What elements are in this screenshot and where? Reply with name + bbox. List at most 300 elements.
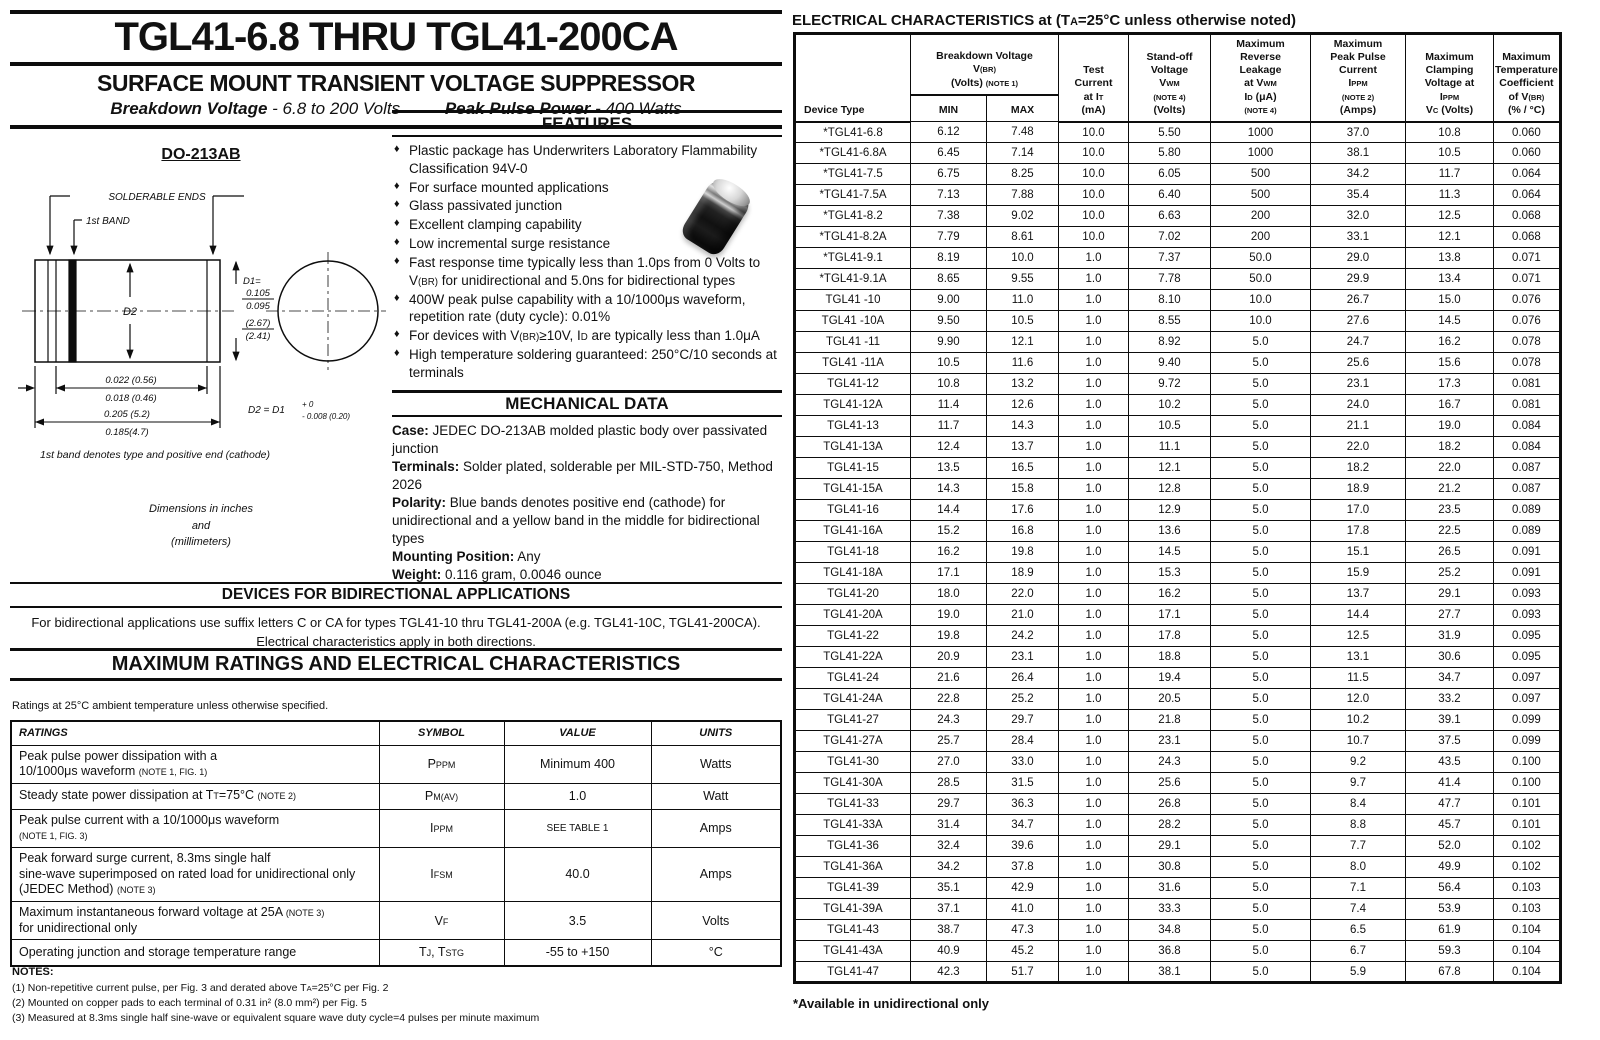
cell: 0.095 [1494,626,1561,647]
cell: 1.0 [1059,395,1129,416]
cell: 5.0 [1211,500,1311,521]
cell: 45.2 [987,941,1059,962]
table-row [795,815,1561,836]
feature-text: Excellent clamping capability [409,217,582,233]
feature-text: 400W peak pulse capability with a 10/1000μs waveform, repetition rate (duty cycle): 0.01% [409,291,746,325]
table-row [795,521,1561,542]
cell: 0.103 [1494,878,1561,899]
cell: 0.104 [1494,941,1561,962]
cell: 0.081 [1494,374,1561,395]
first-band-label: 1st BAND [86,216,130,227]
rule [10,62,782,66]
cell: 0.100 [1494,773,1561,794]
cell: 33.0 [987,752,1059,773]
cell: 14.5 [1129,542,1211,563]
cell: 28.4 [987,731,1059,752]
electrical-table-body [795,122,1561,983]
cell: 0.078 [1494,332,1561,353]
mech-label: Terminals: [392,458,460,474]
cell: 6.45 [911,143,987,164]
cell: 32.4 [911,836,987,857]
cell: 0.084 [1494,437,1561,458]
svg-text:0.205 (5.2): 0.205 (5.2) [104,409,150,420]
col-header-4: Maximum Clamping Voltage at IPPM VC (Volts) [1406,34,1494,122]
diamond-bullet-icon: ♦ [394,328,400,341]
cell: 8.65 [911,269,987,290]
cell: 5.0 [1211,542,1311,563]
cell: TGL41-20A [795,605,911,626]
cell: 6.75 [911,164,987,185]
cell: 27.7 [1406,605,1494,626]
feature-text: Low incremental surge resistance [409,236,611,252]
table-row [795,836,1561,857]
cell: 11.7 [911,416,987,437]
table-row [795,731,1561,752]
symbol-cell: VF [379,901,504,939]
cell: 7.1 [1311,878,1406,899]
cell: 9.72 [1129,374,1211,395]
symbol-cell: IFSM [379,848,504,902]
ratings-row [11,848,781,902]
cell: 5.0 [1211,689,1311,710]
cell: 31.4 [911,815,987,836]
mech-label: Weight: [392,566,442,582]
cell: 7.79 [911,227,987,248]
col-header-5: Maximum Temperature Coefficient of V(BR) (% / °C) [1494,34,1561,122]
table-row [795,206,1561,227]
cell: TGL41-27 [795,710,911,731]
cell: 33.1 [1311,227,1406,248]
value-cell: 40.0 [504,848,651,902]
cell: TGL41-16 [795,500,911,521]
cell: 13.4 [1406,269,1494,290]
cell: 25.2 [1406,563,1494,584]
note-item: (3) Measured at 8.3ms single half sine-wave or equivalent square wave duty cycle=4 pulses per minute maximum [12,1012,540,1025]
cell: 18.9 [1311,479,1406,500]
feature-item [392,235,782,253]
electrical-table [793,32,1562,984]
cell: *TGL41-6.8 [795,122,911,143]
cell: *TGL41-9.1A [795,269,911,290]
mech-entry: Case: JEDEC DO-213AB molded plastic body over passivated junction [392,423,768,456]
diamond-bullet-icon: ♦ [394,254,400,267]
cell: 0.081 [1494,395,1561,416]
cell: 1.0 [1059,416,1129,437]
cell: 19.4 [1129,668,1211,689]
feature-text: High temperature soldering guaranteed: 250°C/10 seconds at terminals [409,346,777,380]
cell: 26.7 [1311,290,1406,311]
cell: 34.2 [1311,164,1406,185]
cell: 21.6 [911,668,987,689]
cell: 5.0 [1211,773,1311,794]
table-row [795,500,1561,521]
cell: 9.40 [1129,353,1211,374]
cell: 1.0 [1059,752,1129,773]
cell: 1.0 [1059,479,1129,500]
cell: 28.5 [911,773,987,794]
table-row [795,941,1561,962]
mechanical-heading: MECHANICAL DATA [392,390,782,417]
cell: 0.093 [1494,584,1561,605]
mechanical-body [392,422,782,584]
features-section [392,110,782,383]
cell: 0.095 [1494,647,1561,668]
cell: 8.61 [987,227,1059,248]
cell: 0.101 [1494,815,1561,836]
cell: 5.0 [1211,584,1311,605]
table-row [795,227,1561,248]
cell: 12.5 [1406,206,1494,227]
cell: 1.0 [1059,668,1129,689]
cell: 15.8 [987,479,1059,500]
cell: 1.0 [1059,920,1129,941]
cell: 22.8 [911,689,987,710]
cell: 47.7 [1406,794,1494,815]
cell: 31.9 [1406,626,1494,647]
cell: 9.2 [1311,752,1406,773]
cell: 10.0 [987,248,1059,269]
table-row [795,479,1561,500]
table-row [795,248,1561,269]
feature-item [392,216,782,234]
cell: 49.9 [1406,857,1494,878]
cell: 61.9 [1406,920,1494,941]
cell: 10.5 [987,311,1059,332]
cell: 38.1 [1311,143,1406,164]
cell: 5.0 [1211,437,1311,458]
cell: 38.1 [1129,962,1211,983]
cell: 0.099 [1494,731,1561,752]
cell: 31.5 [987,773,1059,794]
cell: 38.7 [911,920,987,941]
cell: 0.060 [1494,122,1561,143]
cell: 1.0 [1059,794,1129,815]
cell: 7.38 [911,206,987,227]
cell: 39.1 [1406,710,1494,731]
col-header-3: Maximum Peak Pulse Current IPPM (NOTE 2) (Amps) [1311,34,1406,122]
cell: 0.097 [1494,689,1561,710]
cell: 5.0 [1211,458,1311,479]
cell: 23.1 [987,647,1059,668]
cell: 1.0 [1059,605,1129,626]
page-subtitle: SURFACE MOUNT TRANSIENT VOLTAGE SUPPRESSOR [97,70,695,96]
svg-text:0.095: 0.095 [246,301,270,312]
cell: 9.02 [987,206,1059,227]
units-cell: °C [651,940,781,966]
cell: 1.0 [1059,542,1129,563]
cell: 0.068 [1494,206,1561,227]
cell: 5.0 [1211,353,1311,374]
mech-entry: Weight: 0.116 gram, 0.0046 ounce [392,566,602,582]
cell: 8.92 [1129,332,1211,353]
cell: 10.8 [1406,122,1494,143]
feature-item [392,197,782,215]
cell: 10.0 [1211,311,1311,332]
cell: 14.3 [987,416,1059,437]
cell: 11.6 [987,353,1059,374]
features-list [392,142,782,382]
cell: 15.1 [1311,542,1406,563]
cell: 17.0 [1311,500,1406,521]
cell: 28.2 [1129,815,1211,836]
cell: *TGL41-9.1 [795,248,911,269]
cell: 1.0 [1059,941,1129,962]
svg-text:0.022 (0.56): 0.022 (0.56) [105,375,157,386]
col-units: UNITS [651,721,781,745]
table-row [795,143,1561,164]
rating-cell: Operating junction and storage temperature range [11,940,379,966]
cell: 6.40 [1129,185,1211,206]
cell: 0.102 [1494,836,1561,857]
cell: 18.2 [1406,437,1494,458]
cell: TGL41-24 [795,668,911,689]
bidirectional-section [10,582,782,652]
electrical-heading: ELECTRICAL CHARACTERISTICS at (TA=25°C unless otherwise noted) [792,12,1297,29]
page-title: TGL41-6.8 THRU TGL41-200CA [114,15,678,59]
cell: 19.8 [987,542,1059,563]
cell: 8.19 [911,248,987,269]
cell: 37.5 [1406,731,1494,752]
cell: 33.2 [1406,689,1494,710]
cell: 24.3 [911,710,987,731]
cell: TGL41 -10A [795,311,911,332]
cell: 1.0 [1059,374,1129,395]
cell: 5.0 [1211,815,1311,836]
cell: 5.0 [1211,794,1311,815]
cell: 11.5 [1311,668,1406,689]
mech-entry: Mounting Position: Any [392,548,541,564]
cell: 200 [1211,227,1311,248]
cell: 13.7 [1311,584,1406,605]
col-symbol: SYMBOL [379,721,504,745]
ratings-row [11,745,781,783]
cell: 6.05 [1129,164,1211,185]
svg-text:(2.67): (2.67) [245,318,271,329]
cell: 16.2 [1129,584,1211,605]
svg-text:0.018 (0.46): 0.018 (0.46) [105,393,157,404]
cell: 10.0 [1059,227,1129,248]
cell: 19.0 [1406,416,1494,437]
cell: 1.0 [1059,563,1129,584]
ratings-header-row [11,721,781,745]
cell: 51.7 [987,962,1059,983]
cell: 0.104 [1494,920,1561,941]
cell: 24.3 [1129,752,1211,773]
cell: 8.4 [1311,794,1406,815]
cell: 10.0 [1059,143,1129,164]
max-ratings-heading: MAXIMUM RATINGS AND ELECTRICAL CHARACTERISTICS [10,648,782,681]
units-cell: Watt [651,783,781,809]
dimensions-note: Dimensions in inches and (millimeters) [149,503,253,548]
cell: 0.089 [1494,500,1561,521]
package-name: DO-213AB [161,146,241,163]
cell: 0.103 [1494,899,1561,920]
cell: TGL41-36 [795,836,911,857]
cell: TGL41-43A [795,941,911,962]
cell: 22.5 [1406,521,1494,542]
cell: TGL41-16A [795,521,911,542]
svg-text:- 0.008 (0.20): - 0.008 (0.20) [302,412,351,421]
ratings-row [11,783,781,809]
notes-section [12,966,772,1027]
table-row [795,857,1561,878]
table-row [795,437,1561,458]
cell: 6.7 [1311,941,1406,962]
cell: TGL41-47 [795,962,911,983]
cell: 10.0 [1059,206,1129,227]
feature-item [392,179,782,197]
cell: 45.7 [1406,815,1494,836]
cell: 20.9 [911,647,987,668]
cell: 5.0 [1211,836,1311,857]
d2-label: D2 [122,306,138,318]
cell: 1.0 [1059,857,1129,878]
feature-text: For devices with V(BR)≥10V, ID are typically less than 1.0μA [409,328,760,344]
cell: 40.9 [911,941,987,962]
feature-text: For surface mounted applications [409,179,609,195]
cell: 200 [1211,206,1311,227]
diamond-bullet-icon: ♦ [394,179,400,192]
table-row [795,563,1561,584]
cell: 32.0 [1311,206,1406,227]
cell: 5.0 [1211,374,1311,395]
cell: 12.1 [1406,227,1494,248]
svg-text:(2.41): (2.41) [245,331,271,342]
cell: *TGL41-6.8A [795,143,911,164]
mech-entry: Polarity: Blue bands denotes positive end (cathode) for unidirectional and a yellow band in the middle for bidirectional types [392,494,760,546]
cell: 24.0 [1311,395,1406,416]
cell: 36.8 [1129,941,1211,962]
cell: 16.2 [911,542,987,563]
cell: 12.9 [1129,500,1211,521]
diamond-bullet-icon: ♦ [394,217,400,230]
table-row [795,878,1561,899]
cell: TGL41-22A [795,647,911,668]
cell: 16.8 [987,521,1059,542]
col-header-0: Test Current at IT (mA) [1059,34,1129,122]
ratings-row [11,940,781,966]
table-row [795,899,1561,920]
cell: 9.55 [987,269,1059,290]
cell: 23.1 [1129,731,1211,752]
cell: 5.0 [1211,605,1311,626]
value-cell: -55 to +150 [504,940,651,966]
cell: 11.0 [987,290,1059,311]
table-row [795,710,1561,731]
table-row [795,122,1561,143]
cell: 24.7 [1311,332,1406,353]
cell: 0.091 [1494,563,1561,584]
rating-cell: Peak pulse power dissipation with a 10/1000μs waveform (NOTE 1, FIG. 1) [11,745,379,783]
units-cell: Amps [651,848,781,902]
cell: 16.7 [1406,395,1494,416]
cell: TGL41 -11 [795,332,911,353]
cell: 42.3 [911,962,987,983]
cell: 0.087 [1494,479,1561,500]
cell: 13.8 [1406,248,1494,269]
cell: 10.7 [1311,731,1406,752]
cell: 0.084 [1494,416,1561,437]
cell: 5.0 [1211,416,1311,437]
cell: 25.7 [911,731,987,752]
cell: 37.0 [1311,122,1406,143]
cell: 15.2 [911,521,987,542]
cell: 11.3 [1406,185,1494,206]
cell: 15.6 [1406,353,1494,374]
table-row [795,689,1561,710]
note-item: (1) Non-repetitive current pulse, per Fig. 3 and derated above TA=25°C per Fig. 2 [12,982,389,994]
cell: 17.6 [987,500,1059,521]
feature-item [392,142,782,178]
cell: 5.0 [1211,479,1311,500]
table-row [795,962,1561,983]
cell: TGL41-13A [795,437,911,458]
cell: 8.10 [1129,290,1211,311]
cell: 5.0 [1211,395,1311,416]
cell: 1.0 [1059,500,1129,521]
table-row [795,353,1561,374]
cell: 14.3 [911,479,987,500]
cell: 5.0 [1211,899,1311,920]
cell: 29.1 [1406,584,1494,605]
cell: 0.101 [1494,794,1561,815]
cell: 5.0 [1211,941,1311,962]
cell: 25.6 [1311,353,1406,374]
cell: 10.0 [1059,185,1129,206]
cell: 37.1 [911,899,987,920]
diamond-bullet-icon: ♦ [394,291,400,304]
cell: 9.90 [911,332,987,353]
cell: 12.8 [1129,479,1211,500]
cell: 5.80 [1129,143,1211,164]
cell: 5.0 [1211,752,1311,773]
cell: 10.5 [1406,143,1494,164]
cell: 22.0 [1311,437,1406,458]
table-row [795,185,1561,206]
mechanical-section [392,390,782,584]
cell: 12.1 [987,332,1059,353]
cell: *TGL41-8.2 [795,206,911,227]
notes-heading: NOTES: [12,966,54,978]
symbol-cell: PPPM [379,745,504,783]
cell: TGL41-39 [795,878,911,899]
cell: 0.091 [1494,542,1561,563]
cell: 56.4 [1406,878,1494,899]
svg-text:0.185(4.7): 0.185(4.7) [105,427,149,438]
col-device-type: Device Type [795,34,911,122]
mech-label: Mounting Position: [392,548,515,564]
cell: 9.7 [1311,773,1406,794]
cell: 1.0 [1059,731,1129,752]
cell: 12.6 [987,395,1059,416]
d1-eq: D1= [243,276,261,287]
svg-text:D2 = D1: D2 = D1 [248,405,285,416]
cell: 11.4 [911,395,987,416]
units-cell: Watts [651,745,781,783]
col-breakdown-voltage: Breakdown Voltage V(BR) (Volts) (NOTE 1) [911,34,1059,95]
feature-item [392,327,782,345]
cell: 7.02 [1129,227,1211,248]
table-row [795,374,1561,395]
cell: 47.3 [987,920,1059,941]
cell: 0.087 [1494,458,1561,479]
cell: 10.5 [911,353,987,374]
symbol-cell: TJ, TSTG [379,940,504,966]
feature-text: Plastic package has Underwriters Laboratory Flammability Classification 94V-0 [409,143,758,176]
table-row [795,269,1561,290]
cell: 17.8 [1311,521,1406,542]
feature-item [392,254,782,290]
